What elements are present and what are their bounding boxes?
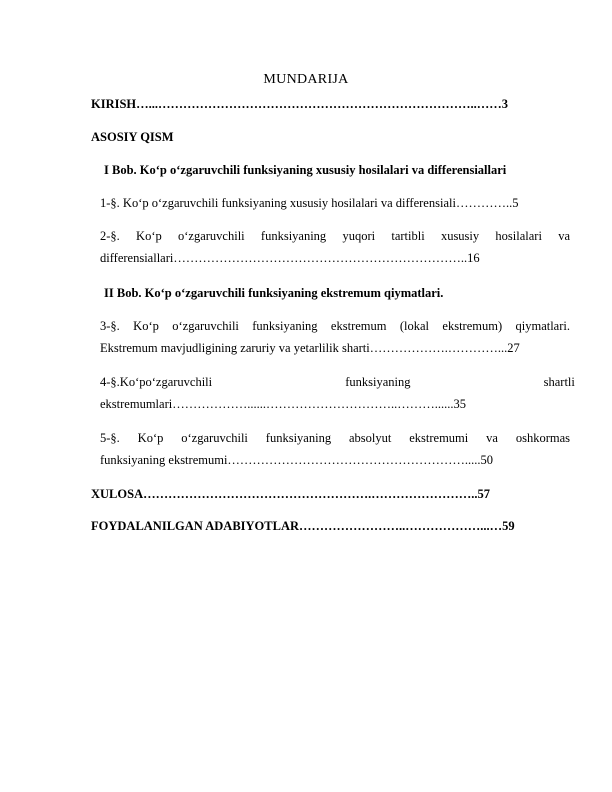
toc-section-3-line-2[interactable]: Ekstremum mavjudligining zaruriy va yetarlilik sharti……………….…………...27 (100, 341, 520, 355)
toc-heading-asosiy-qism: ASOSIY QISM (91, 130, 174, 144)
toc-section-2-line-2[interactable]: differensiallari……………………………………………………………..16 (100, 251, 480, 265)
toc-section-1[interactable]: 1-§. Ko‘p o‘zgaruvchili funksiyaning xususiy hosilalari va differensiali…………..5 (100, 196, 519, 210)
toc-section-5-line-2[interactable]: funksiyaning ekstremumi………………………………………………….....50 (100, 453, 494, 467)
toc-section-4-line-2[interactable]: ekstremumlari………………......…………………………..………......35 (100, 397, 466, 411)
toc-section-2-line-1[interactable]: 2-§. Ko‘p o‘zgaruvchili funksiyaning yuqori tartibli xususiy hosilalari va (100, 229, 570, 243)
toc-entry-kirish[interactable]: KIRISH…...…………………………………………………………………..……3 (91, 97, 509, 111)
toc-entry-xulosa[interactable]: XULOSA……………………………………………….……………………..57 (91, 487, 490, 501)
toc-section-4-line-1[interactable]: 4-§.Ko‘po‘zgaruvchili funksiyaning shartli (100, 375, 575, 389)
toc-section-3-line-1[interactable]: 3-§. Ko‘p o‘zgaruvchili funksiyaning ekstremum (lokal ekstremum) qiymatlari. (100, 319, 570, 333)
toc-chapter-2-heading[interactable]: II Bob. Ko‘p o‘zgaruvchili funksiyaning ekstremum qiymatlari. (104, 286, 444, 300)
toc-section-5-line-1[interactable]: 5-§. Ko‘p o‘zgaruvchili funksiyaning absolyut ekstremumi va oshkormas (100, 431, 570, 445)
page-title: MUNDARIJA (263, 72, 349, 87)
toc-chapter-1-heading[interactable]: I Bob. Ko‘p o‘zgaruvchili funksiyaning xususiy hosilalari va differensiallari (104, 163, 507, 177)
toc-entry-foydalanilgan-adabiyotlar[interactable]: FOYDALANILGAN ADABIYOTLAR……………………..………………...…59 (91, 519, 515, 533)
